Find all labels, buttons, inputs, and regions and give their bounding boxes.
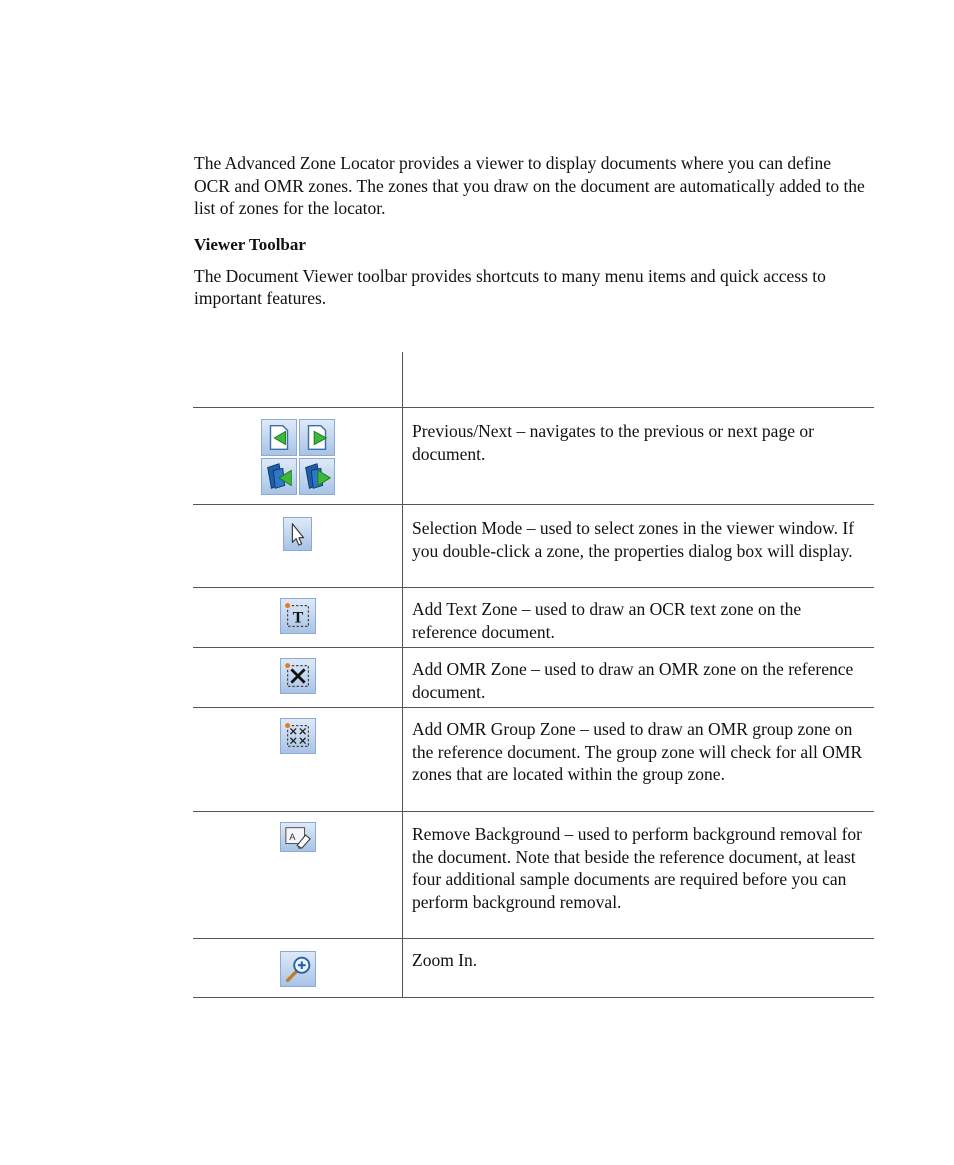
row-description: Add OMR Group Zone – used to draw an OMR group zone on the reference document. The group zone will check for all OMR zones that are located within the group zone. — [412, 719, 863, 784]
table-row — [193, 505, 874, 588]
add-omr-group-zone-icon — [280, 718, 316, 754]
intro-paragraph: The Advanced Zone Locator provides a viewer to display documents where you can define OCR and OMR zones. The zones that you draw on the document are automatically added to the list of zones for the locator. — [194, 153, 865, 218]
toolbar-table — [193, 352, 874, 998]
previous-document-icon — [261, 458, 297, 495]
table-row — [193, 812, 874, 939]
svg-text:A: A — [288, 831, 296, 842]
next-document-icon — [299, 458, 335, 495]
svg-text:T: T — [292, 609, 303, 627]
row-description: Add OMR Zone – used to draw an OMR zone on the reference document. — [412, 659, 854, 702]
row-description: Zoom In. — [412, 950, 478, 970]
table-header-row — [193, 352, 874, 408]
navigation-icons — [261, 419, 335, 495]
previous-page-icon — [261, 419, 297, 456]
header-desc-cell — [403, 352, 875, 408]
add-text-zone-icon — [280, 598, 316, 634]
table-row — [193, 939, 874, 998]
add-omr-zone-icon — [280, 658, 316, 694]
row-description: Add Text Zone – used to draw an OCR text zone on the reference document. — [412, 599, 802, 642]
table-row — [193, 648, 874, 708]
row-description: Remove Background – used to perform background removal for the document. Note that beside the reference document, at least four additional sample documents are required before you can perform background removal. — [412, 824, 863, 912]
remove-background-icon — [280, 822, 316, 852]
section-intro-paragraph: The Document Viewer toolbar provides shortcuts to many menu items and quick access to important features. — [194, 265, 826, 308]
next-page-icon — [299, 419, 335, 456]
selection-arrow-icon — [283, 517, 312, 551]
document-body — [194, 152, 874, 310]
table-row — [193, 588, 874, 648]
zoom-in-icon — [280, 951, 316, 987]
row-description: Selection Mode – used to select zones in the viewer window. If you double-click a zone, the properties dialog box will display. — [412, 518, 855, 561]
header-icon-cell — [193, 352, 403, 408]
table-row — [193, 408, 874, 505]
row-description: Previous/Next – navigates to the previous or next page or document. — [412, 421, 814, 464]
table-row — [193, 708, 874, 812]
section-heading: Viewer Toolbar — [194, 234, 306, 254]
